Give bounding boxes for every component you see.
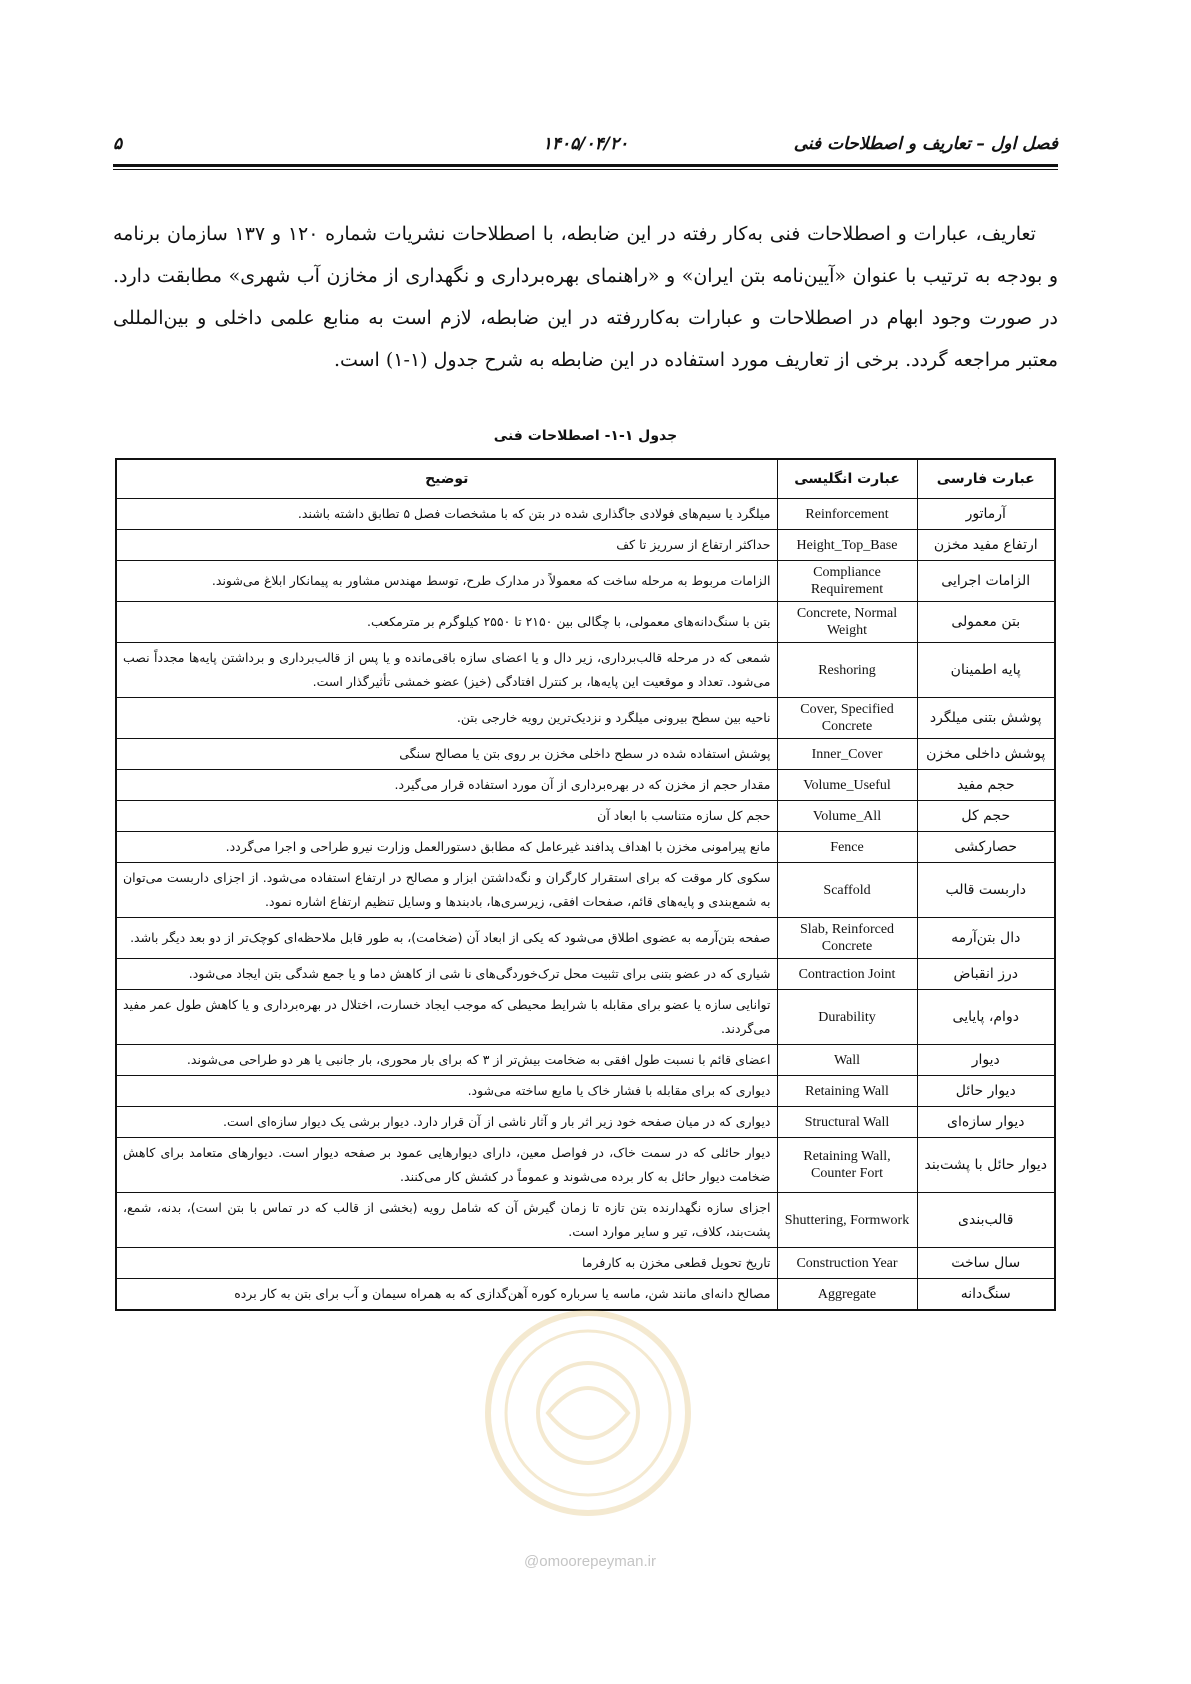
term-english: Cover, Specified Concrete xyxy=(777,698,917,739)
intro-paragraph xyxy=(113,213,1058,381)
term-persian: داربست قالب xyxy=(917,863,1055,918)
term-persian: حجم کل xyxy=(917,801,1055,832)
term-english: Compliance Requirement xyxy=(777,561,917,602)
table-caption: جدول ۱-۱- اصطلاحات فنی xyxy=(493,428,678,444)
term-english: Durability xyxy=(777,990,917,1045)
page-number: ۵ xyxy=(113,134,123,154)
table-row xyxy=(116,801,1055,832)
term-english: Aggregate xyxy=(777,1279,917,1311)
term-persian: دیوار xyxy=(917,1045,1055,1076)
term-persian: آرماتور xyxy=(917,499,1055,530)
term-description: حجم کل سازه متناسب با ابعاد آن xyxy=(116,801,777,832)
table-row xyxy=(116,990,1055,1045)
term-english: Retaining Wall xyxy=(777,1076,917,1107)
term-description: میلگرد یا سیم‌های فولادی جاگذاری شده در بتن که با مشخصات فصل ۵ تطابق داشته باشند. xyxy=(116,499,777,530)
header-date: ۱۴۰۵/۰۴/۲۰ xyxy=(542,134,629,154)
term-description: حداکثر ارتفاع از سرریز تا کف xyxy=(116,530,777,561)
term-english: Shuttering, Formwork xyxy=(777,1193,917,1248)
table-row xyxy=(116,863,1055,918)
term-english: Construction Year xyxy=(777,1248,917,1279)
table-row xyxy=(116,561,1055,602)
header-description: توضیح xyxy=(116,459,777,499)
table-row xyxy=(116,1138,1055,1193)
term-persian: دوام، پایایی xyxy=(917,990,1055,1045)
at-icon: @ xyxy=(524,1553,540,1570)
watermark-site-text xyxy=(470,1553,710,1570)
term-persian: الزامات اجرایی xyxy=(917,561,1055,602)
term-persian: حصارکشی xyxy=(917,832,1055,863)
term-english: Fence xyxy=(777,832,917,863)
term-persian: بتن معمولی xyxy=(917,602,1055,643)
table-row xyxy=(116,770,1055,801)
term-description: دیواری که در میان صفحه خود زیر اثر بار و آثار ناشی از آن قرار دارد. دیوار برشی یک دیوار سازه‌ای است. xyxy=(116,1107,777,1138)
intro-text: تعاریف، عبارات و اصطلاحات فنی به‌کار رفته در این ضابطه، با اصطلاحات نشریات شماره ۱۲۰ و ۱۳۷ سازمان برنامه و بودجه به ترتیب با عنوان «آیین‌نامه بتن ایران» و «راهنمای بهره‌برداری و نگهداری از مخازن آب شهری» مطابقت دارد. در صورت وجود ابهام در اصطلاحات و عبارات به‌کاررفته در این ضابطه، لازم است به منابع علمی داخلی و بین‌المللی معتبر مراجعه گردد. برخی از تعاریف مورد استفاده در این ضابطه به شرح جدول (۱-۱) است. xyxy=(113,223,1058,371)
term-persian: سنگ‌دانه xyxy=(917,1279,1055,1311)
table-row xyxy=(116,832,1055,863)
header-persian: عبارت فارسی xyxy=(917,459,1055,499)
term-english: Retaining Wall, Counter Fort xyxy=(777,1138,917,1193)
term-persian: حجم مفید xyxy=(917,770,1055,801)
term-english: Wall xyxy=(777,1045,917,1076)
header-english: عبارت انگلیسی xyxy=(777,459,917,499)
term-english: Concrete, Normal Weight xyxy=(777,602,917,643)
term-english: Volume_Useful xyxy=(777,770,917,801)
table-row xyxy=(116,959,1055,990)
term-persian: ارتفاع مفید مخزن xyxy=(917,530,1055,561)
table-row xyxy=(116,1107,1055,1138)
table-header-row xyxy=(116,459,1055,499)
table-row xyxy=(116,602,1055,643)
table-row xyxy=(116,1076,1055,1107)
term-description: ناحیه بین سطح بیرونی میلگرد و نزدیک‌ترین رویه خارجی بتن. xyxy=(116,698,777,739)
terms-table xyxy=(115,458,1056,1311)
term-persian: سال ساخت xyxy=(917,1248,1055,1279)
term-english: Height_Top_Base xyxy=(777,530,917,561)
term-persian: قالب‌بندی xyxy=(917,1193,1055,1248)
table-row xyxy=(116,1248,1055,1279)
term-description: دیوار حائلی که در سمت خاک، در فواصل معین، دارای دیوارهایی عمود بر صفحه دیوار است. دیوارهای متعامد برای کاهش ضخامت دیوار حائل به کار برده می‌شوند و عموماً در کشش کار می‌کنند. xyxy=(116,1138,777,1193)
chapter-title: فصل اول – تعاریف و اصطلاحات فنی xyxy=(793,134,1058,154)
term-english: Structural Wall xyxy=(777,1107,917,1138)
table-row xyxy=(116,698,1055,739)
term-description: صفحه بتن‌آرمه به عضوی اطلاق می‌شود که یکی از ابعاد آن (ضخامت)، به طور قابل ملاحظه‌ای کوچک‌تر از دو بعد دیگر باشد. xyxy=(116,918,777,959)
page-header xyxy=(113,128,1058,168)
term-persian: پایه اطمینان xyxy=(917,643,1055,698)
table-row xyxy=(116,499,1055,530)
table-row xyxy=(116,918,1055,959)
table-row xyxy=(116,1045,1055,1076)
term-description: مانع پیرامونی مخزن با اهداف پدافند غیرعامل که مطابق دستورالعمل وزارت نیرو طراحی و اجرا می‌گردد. xyxy=(116,832,777,863)
table-row xyxy=(116,1193,1055,1248)
term-description: پوشش استفاده شده در سطح داخلی مخزن بر روی بتن یا مصالح سنگی xyxy=(116,739,777,770)
term-description: شمعی که در مرحله قالب‌برداری، زیر دال و یا اعضای سازه باقی‌مانده و یا پس از قالب‌برداری و برداشتن پایه‌ها مجدداً نصب می‌شود. تعداد و موقعیت این پایه‌ها، بر کنترل افتادگی (خیز) عضو خمشی تأثیرگذار است. xyxy=(116,643,777,698)
term-description: توانایی سازه یا عضو برای مقابله با شرایط محیطی که موجب ایجاد خسارت، اختلال در بهره‌برداری و یا کاهش طول عمر مفید می‌گردند. xyxy=(116,990,777,1045)
term-description: اعضای قائم با نسبت طول افقی به ضخامت بیش‌تر از ۳ که برای بار محوری، بار جانبی یا هر دو طراحی می‌شوند. xyxy=(116,1045,777,1076)
term-persian: دیوار حائل xyxy=(917,1076,1055,1107)
term-english: Contraction Joint xyxy=(777,959,917,990)
watermark-site: omoorepeyman.ir xyxy=(539,1553,656,1570)
term-description: بتن با سنگ‌دانه‌های معمولی، با چگالی بین ۲۱۵۰ تا ۲۵۵۰ کیلوگرم بر مترمکعب. xyxy=(116,602,777,643)
term-english: Reinforcement xyxy=(777,499,917,530)
term-english: Reshoring xyxy=(777,643,917,698)
term-persian: دیوار حائل با پشت‌بند xyxy=(917,1138,1055,1193)
term-description: الزامات مربوط به مرحله ساخت که معمولاً در مدارک طرح، توسط مهندس مشاور به پیمانکار ابلاغ می‌شوند. xyxy=(116,561,777,602)
term-description: دیواری که برای مقابله با فشار خاک یا مایع ساخته می‌شود. xyxy=(116,1076,777,1107)
term-english: Slab, Reinforced Concrete xyxy=(777,918,917,959)
term-english: Volume_All xyxy=(777,801,917,832)
table-row xyxy=(116,530,1055,561)
terms-table-body xyxy=(116,499,1055,1311)
term-description: اجزای سازه نگهدارنده بتن تازه تا زمان گیرش آن که شامل رویه (بخشی از قالب که در تماس با بتن است)، بدنه، شمع، پشت‌بند، کلاف، تیر و سایر موارد است. xyxy=(116,1193,777,1248)
term-description: مصالح دانه‌ای مانند شن، ماسه یا سرباره کوره آهن‌گدازی که به همراه سیمان و آب برای بتن به کار برده xyxy=(116,1279,777,1311)
term-description: سکوی کار موقت که برای استقرار کارگران و نگه‌داشتن ابزار و مصالح در ارتفاع استفاده می‌شود. از اجزای داربست می‌توان به شمع‌بندی و پایه‌های قائم، صفحات افقی، زیرسری‌ها، بادبندها و وسایل تنظیم ارتفاع اشاره نمود. xyxy=(116,863,777,918)
term-persian: پوشش بتنی میلگرد xyxy=(917,698,1055,739)
watermark-seal xyxy=(478,1303,698,1523)
term-persian: پوشش داخلی مخزن xyxy=(917,739,1055,770)
term-english: Scaffold xyxy=(777,863,917,918)
term-description: مقدار حجم از مخزن که در بهره‌برداری از آن مورد استفاده قرار می‌گیرد. xyxy=(116,770,777,801)
header-rule xyxy=(113,164,1058,170)
term-description: تاریخ تحویل قطعی مخزن به کارفرما xyxy=(116,1248,777,1279)
term-persian: درز انقباض xyxy=(917,959,1055,990)
term-persian: دال بتن‌آرمه xyxy=(917,918,1055,959)
table-row xyxy=(116,1279,1055,1311)
term-persian: دیوار سازه‌ای xyxy=(917,1107,1055,1138)
term-english: Inner_Cover xyxy=(777,739,917,770)
table-row xyxy=(116,643,1055,698)
term-description: شیاری که در عضو بتنی برای تثبیت محل ترک‌خوردگی‌های نا شی از کاهش دما و یا جمع شدگی بتن ایجاد می‌شود. xyxy=(116,959,777,990)
table-row xyxy=(116,739,1055,770)
